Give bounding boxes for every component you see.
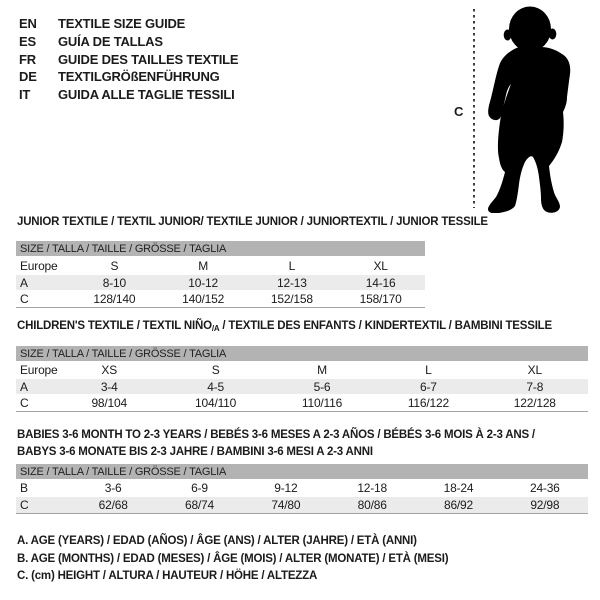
months-cell: 9-12	[274, 481, 298, 495]
age-cell: 4-5	[207, 379, 224, 394]
children-title-subscript: /A	[211, 324, 220, 333]
children-title-part: CHILDREN'S TEXTILE / TEXTIL NIÑO	[17, 320, 212, 332]
language-row-it	[19, 86, 238, 104]
height-cell: 128/140	[93, 291, 136, 306]
babies-title-line1: BABIES 3-6 MONTH TO 2-3 YEARS / BEBÉS 3-6 MESES A 2-3 AÑOS / BÉBÉS 3-6 MOIS À 2-3 ANS /	[17, 429, 535, 441]
size-cell: XS	[101, 363, 117, 377]
height-cell: 98/104	[91, 395, 127, 410]
height-cell: 86/92	[443, 498, 473, 512]
height-cell: 122/128	[513, 395, 556, 410]
size-cell: M	[198, 258, 209, 273]
size-cell: XL	[373, 258, 388, 273]
age-cell: 7-8	[526, 379, 544, 394]
children-section-title	[17, 320, 552, 335]
footnote-a: A. AGE (YEARS) / EDAD (AÑOS) / ÂGE (ANS) / ALTER (JAHRE) / ETÀ (ANNI)	[17, 535, 417, 547]
age-cell: 5-6	[313, 379, 331, 394]
height-cell: 62/68	[98, 498, 128, 512]
language-code: EN	[19, 16, 37, 32]
children-row-europe	[16, 361, 588, 379]
height-cell: 68/74	[184, 498, 214, 512]
height-cell: 158/170	[359, 291, 402, 306]
height-cell: 80/86	[357, 498, 387, 512]
children-size-table	[16, 346, 588, 412]
babies-table-header: SIZE / TALLA / TAILLE / GRÖSSE / TAGLIA	[16, 464, 588, 479]
row-label: C	[20, 498, 29, 512]
language-title: TEXTILE SIZE GUIDE	[58, 16, 186, 32]
age-cell: 8-10	[102, 275, 126, 290]
row-label: A	[20, 275, 28, 290]
months-cell: 18-24	[443, 481, 474, 495]
height-cell: 104/110	[195, 395, 237, 410]
language-row-fr	[19, 50, 238, 68]
row-label: C	[20, 395, 29, 410]
height-cell: 110/116	[301, 395, 343, 410]
junior-row-europe	[16, 256, 425, 275]
row-label: B	[20, 481, 28, 495]
language-code: DE	[19, 69, 37, 85]
language-row-en	[19, 15, 238, 33]
language-header	[19, 15, 238, 103]
footnote-b: B. AGE (MONTHS) / EDAD (MESES) / ÂGE (MOIS) / ALTER (MONATE) / ETÀ (MESI)	[17, 552, 449, 565]
children-table-header: SIZE / TALLA / TAILLE / GRÖSSE / TAGLIA	[16, 346, 588, 361]
junior-section-title: JUNIOR TEXTILE / TEXTIL JUNIOR/ TEXTILE JUNIOR / JUNIORTEXTIL / JUNIOR TESSILE	[17, 216, 488, 228]
babies-section-title	[17, 427, 577, 460]
junior-row-age	[16, 275, 425, 290]
language-code: FR	[19, 51, 36, 67]
babies-row-months	[16, 479, 588, 497]
size-cell: S	[211, 363, 220, 377]
language-code: IT	[19, 87, 31, 103]
row-label: A	[20, 379, 28, 394]
footnote-c: C. (cm) HEIGHT / ALTURA / HAUTEUR / HÖHE / ALTEZZA	[17, 570, 318, 583]
months-cell: 6-9	[191, 481, 208, 495]
age-cell: 12-13	[277, 275, 307, 290]
language-title: GUIDE DES TAILLES TEXTILE	[58, 51, 239, 67]
age-cell: 10-12	[188, 275, 218, 290]
language-title: TEXTILGRÖßENFÜHRUNG	[58, 69, 220, 85]
junior-table-header: SIZE / TALLA / TAILLE / GRÖSSE / TAGLIA	[16, 241, 425, 256]
height-measure-dotted-line	[473, 9, 475, 208]
junior-size-table	[16, 241, 425, 308]
age-cell: 14-16	[365, 275, 396, 290]
junior-row-height	[16, 290, 425, 307]
row-label: Europe	[20, 258, 58, 273]
age-cell: 6-7	[420, 379, 437, 394]
height-cell: 116/122	[407, 395, 449, 410]
babies-title-line2: BABYS 3-6 MONATE BIS 2-3 JAHRE / BAMBINI 3-6 MESI A 2-3 ANNI	[17, 445, 373, 458]
size-cell: L	[288, 258, 296, 273]
size-cell: XL	[527, 363, 542, 377]
babies-row-height	[16, 497, 588, 513]
footnotes	[17, 533, 448, 586]
measure-label-c: C	[454, 104, 464, 119]
months-cell: 12-18	[357, 481, 388, 495]
height-cell: 92/98	[530, 498, 560, 512]
height-cell: 74/80	[271, 498, 301, 512]
months-cell: 3-6	[104, 481, 122, 495]
babies-size-table	[16, 464, 588, 514]
age-cell: 3-4	[100, 379, 118, 394]
height-cell: 140/152	[182, 291, 225, 306]
size-cell: L	[425, 363, 432, 377]
size-cell: M	[317, 363, 327, 377]
language-code: ES	[19, 34, 36, 50]
language-title: GUIDA ALLE TAGLIE TESSILI	[58, 87, 235, 103]
language-title: GUÍA DE TALLAS	[58, 34, 163, 50]
baby-silhouette-icon	[486, 5, 594, 213]
height-cell: 152/158	[270, 291, 313, 306]
row-label: C	[20, 291, 29, 306]
language-row-de	[19, 68, 238, 86]
size-cell: S	[110, 258, 119, 273]
months-cell: 24-36	[529, 481, 560, 495]
children-row-age	[16, 379, 588, 394]
children-row-height	[16, 394, 588, 411]
row-label: Europe	[20, 363, 58, 377]
children-title-part: / TEXTILE DES ENFANTS / KINDERTEXTIL / BAMBINI TESSILE	[219, 320, 552, 332]
language-row-es	[19, 33, 238, 51]
